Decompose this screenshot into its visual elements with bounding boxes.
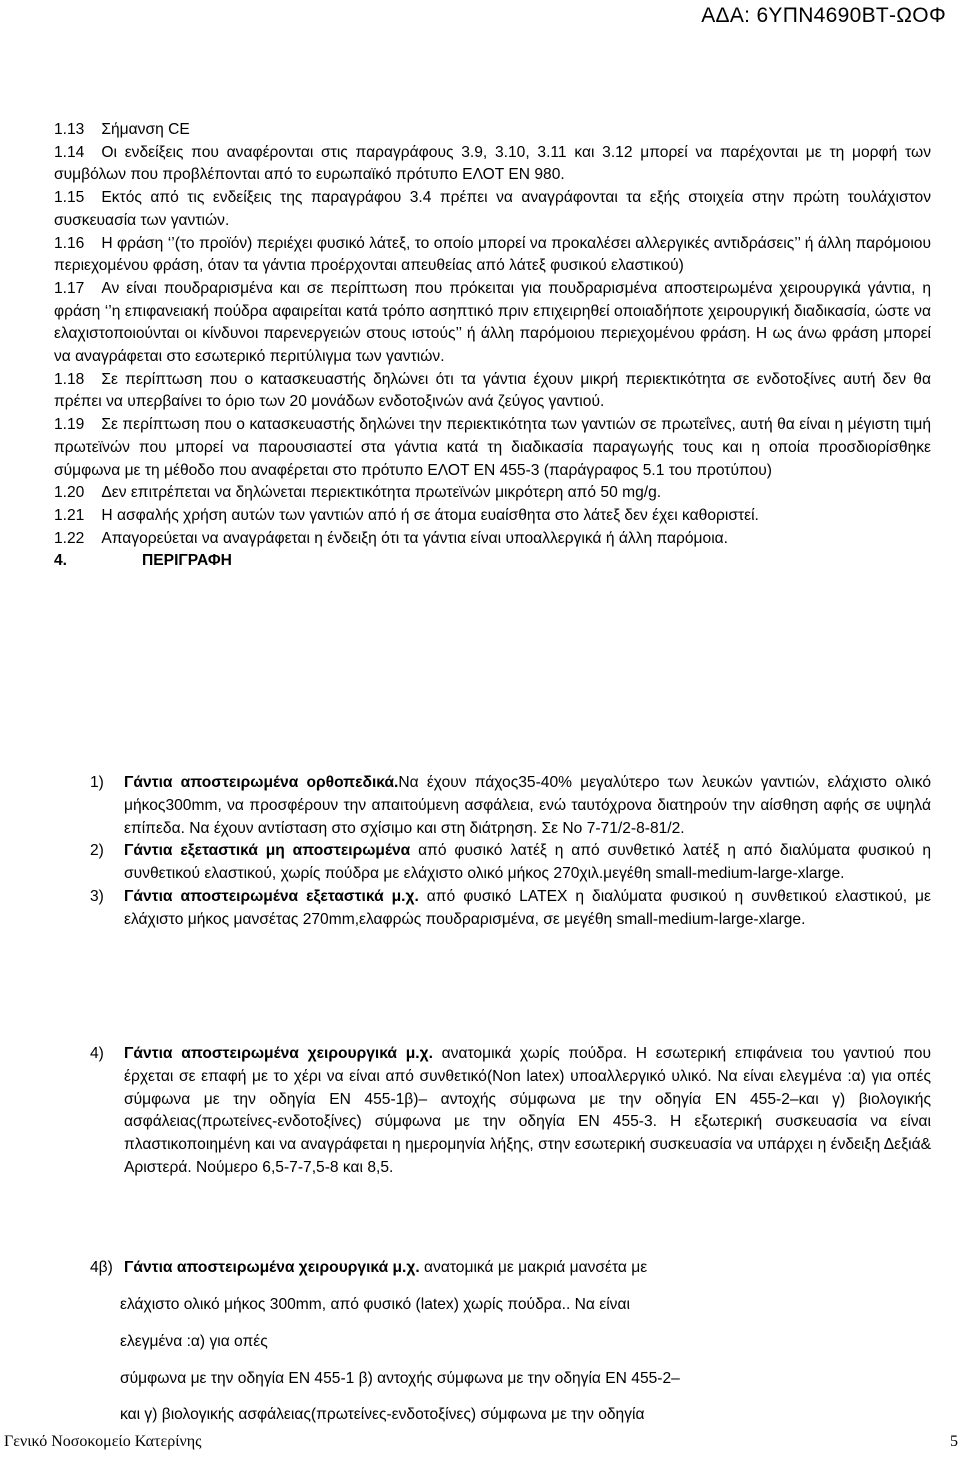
item-body [124, 886, 931, 932]
paragraph-number: 1.16 [54, 234, 85, 252]
paragraph-1-18 [54, 369, 931, 414]
item-text: ανατομικά με μακριά μανσέτα με [419, 1259, 648, 1276]
paragraph-1-13 [54, 119, 931, 142]
paragraph-number: 1.22 [54, 529, 85, 547]
paragraph-text: Εκτός από τις ενδείξεις της παραγράφου 3.4 πρέπει να αναγράφονται τα εξής στοιχεία στην πρώτη τουλάχιστον συσκευασία των γαντιών. [54, 189, 931, 229]
paragraph-number: 1.20 [54, 484, 85, 502]
list-item [90, 886, 931, 932]
item-number: 1) [90, 774, 104, 791]
item-number: 4β) [90, 1259, 113, 1276]
list-item [90, 840, 931, 886]
item-body [124, 840, 931, 886]
paragraph-text: Σε περίπτωση που ο κατασκευαστής δηλώνει την περιεκτικότητα των γαντιών σε πρωτεΐνες, αυτή θα είναι η μέγιστη τιμή πρωτεϊνών που μπορεί να παρουσιαστεί στα γάντια κατά τη διαδικασία παραγωγής τους και η οποία προσδιορίσθηκε σύμφωνα με τη μέθοδο που αναφέρεται στο πρότυπο ΕΛΟΤ ΕΝ 455-3 (παράγραφος 5.1 του προτύπου) [54, 416, 931, 479]
paragraph-number: 1.18 [54, 370, 85, 388]
item-title: Γάντια αποστειρωμένα ορθοπεδικά. [124, 774, 399, 791]
list-item [90, 1043, 931, 1180]
item-body [124, 772, 931, 840]
item-4-block [90, 1043, 931, 1180]
item-title: Γάντια αποστειρωμένα χειρουργικά μ.χ. [124, 1045, 433, 1062]
paragraph-block [54, 119, 931, 573]
paragraph-text: Η ασφαλής χρήση αυτών των γαντιών από ή σε άτομα ευαίσθητα στο λάτεξ δεν έχει καθοριστεί. [101, 506, 759, 524]
item-4b-line: σύμφωνα με την οδηγία ΕΝ 455-1 β) αντοχής σύμφωνα με την οδηγία ΕΝ 455-2– [120, 1370, 680, 1387]
item-title: Γάντια εξεταστικά μη αποστειρωμένα [124, 842, 411, 860]
item-number: 4) [90, 1045, 104, 1062]
item-title: Γάντια αποστειρωμένα εξεταστικά μ.χ. [124, 887, 419, 905]
ada-code: ΑΔΑ: 6ΥΠΝ4690ΒΤ-ΩΟΦ [701, 4, 946, 27]
paragraph-1-15 [54, 187, 931, 232]
item-number: 3) [90, 887, 104, 905]
paragraph-1-21 [54, 505, 931, 528]
item-4b-line: και γ) βιολογικής ασφάλειας(πρωτείνες-ενδοτοξίνες) σύμφωνα με την οδηγία [120, 1406, 645, 1423]
hospital-name: Γενικό Νοσοκομείο Κατερίνης [4, 1433, 202, 1450]
item-number: 2) [90, 842, 104, 860]
paragraph-number: 1.19 [54, 416, 85, 434]
paragraph-1-17 [54, 278, 931, 369]
paragraph-1-20 [54, 482, 931, 505]
paragraph-number: 1.13 [54, 121, 85, 138]
paragraph-text: Σήμανση CE [101, 121, 190, 138]
paragraph-1-22 [54, 528, 931, 551]
item-list [90, 772, 931, 932]
section-number: 4. [54, 552, 68, 570]
page-number: 5 [950, 1433, 958, 1450]
paragraph-text: Οι ενδείξεις που αναφέρονται στις παραγράφους 3.9, 3.10, 3.11 και 3.12 μπορεί να παρέχονται με τη μορφή των συμβόλων που προβλέπονται από το ευρωπαϊκό πρότυπο ΕΛΟΤ ΕΝ 980. [54, 143, 931, 184]
paragraph-number: 1.14 [54, 143, 85, 161]
item-text: από φυσικό LATEX η διαλύματα φυσικού η συνθετικού ελαστικού, με ελάχιστο μήκος μανσέτας 270mm,ελαφρώς πουδραρισμένα, σε μεγέθη small-medium-large-xlarge. [124, 887, 931, 928]
paragraph-text: Δεν επιτρέπεται να δηλώνεται περιεκτικότητα πρωτεϊνών μικρότερη από 50 mg/g. [101, 484, 662, 502]
paragraph-number: 1.15 [54, 189, 85, 207]
section-heading [54, 550, 931, 573]
item-body [124, 1043, 931, 1180]
item-4b-first-line [90, 1257, 931, 1279]
paragraph-1-14 [54, 142, 931, 187]
item-4b-line: ελάχιστο ολικό μήκος 300mm, από φυσικό (latex) χωρίς πούδρα.. Να είναι [120, 1296, 630, 1313]
item-text: ανατομικά χωρίς πούδρα. Η εσωτερική επιφάνεια του γαντιού που έρχεται σε επαφή με το χέρι να είναι από συνθετικό(Non latex) υποαλλεργικό υλικό. Να είναι ελεγμένα :α) για οπές σύμφωνα με την οδηγία ΕΝ 455-1β)– αντοχής σύμφωνα με την οδηγία ΕΝ 455-2–και γ) βιολογικής ασφάλειας(πρωτείνες-ενδοτοξίνες) σύμφωνα με την οδηγία ΕΝ 455-3. Η εξωτερική συσκευασία να είναι πλαστικοποιημένη και να αναγράφεται η ημερομηνία λήξης, στην εσωτερική συσκευασία να υπάρχει η ένδειξη Δεξιά& Αριστερά. Νούμερο 6,5-7-7,5-8 και 8,5. [124, 1045, 931, 1176]
paragraph-text: Σε περίπτωση που ο κατασκευαστής δηλώνει ότι τα γάντια έχουν μικρή περιεκτικότητα σε ενδοτοξίνες αυτή δεν θα πρέπει να υπερβαίνει το όριο των 20 μονάδων ενδοτοξινών ανά ζεύγος γαντιού. [54, 370, 931, 411]
paragraph-1-16 [54, 233, 931, 278]
item-title: Γάντια αποστειρωμένα χειρουργικά μ.χ. [124, 1259, 420, 1276]
paragraph-1-19 [54, 414, 931, 482]
item-text: από φυσικό λατέξ η από συνθετικό λατέξ η από διαλύματα φυσικού η συνθετικού ελαστικού, χωρίς πούδρα με ελάχιστο ολικό μήκος 270χιλ.μεγέθη small-medium-large-xlarge. [124, 842, 931, 883]
paragraph-text: Απαγορεύεται να αναγράφεται η ένδειξη ότι τα γάντια είναι υποαλλεργικά ή άλλη παρόμοια. [101, 529, 729, 547]
paragraph-text: Αν είναι πουδραρισμένα και σε περίπτωση που πρόκειται για πουδραρισμένα αποστειρωμένα χειρουργικά γάντια, η φράση ‘’η επιφανειακή πούδρα αφαιρείται κατά τρόπο ασηπτικό πριν επιχειρηθεί οποιαδήποτε χειρουργική διαδικασία, ώστε να ελαχιστοποιούνται οι κίνδυνοι παρενεργειών στους ιστούς’’ ή άλλη παρόμοιου περιεχομένου φράση. Η ως άνω φράση μπορεί να αναγράφεται στο εσωτερικό περιτύλιγμα των γαντιών. [54, 279, 931, 366]
paragraph-number: 1.21 [54, 506, 85, 524]
list-item [90, 772, 931, 840]
section-title: ΠΕΡΙΓΡΑΦΗ [142, 552, 232, 570]
item-text: Να έχουν πάχος35-40% μεγαλύτερο των λευκών γαντιών, ελάχιστο ολικό μήκος300mm, να προσφέρουν την απαιτούμενη ασφάλεια, ενώ ταυτόχρονα διατηρούν την αίσθηση αφής σε υψηλά επίπεδα. Να έχουν αντίσταση στο σχίσιμο και στη διάτρηση. Σε Νο 7-71/2-8-81/2. [124, 774, 931, 837]
paragraph-number: 1.17 [54, 279, 85, 297]
paragraph-text: Η φράση ‘’(το προϊόν) περιέχει φυσικό λάτεξ, το οποίο μπορεί να προκαλέσει αλλεργικές αντιδράσεις’’ ή άλλη παρόμοιου περιεχομένου φράση, όταν τα γάντια προέρχονται απευθείας από λάτεξ φυσικού ελαστικού) [54, 234, 931, 275]
page-footer [4, 1433, 958, 1451]
item-4b-line: ελεγμένα :α) για οπές [120, 1333, 268, 1350]
